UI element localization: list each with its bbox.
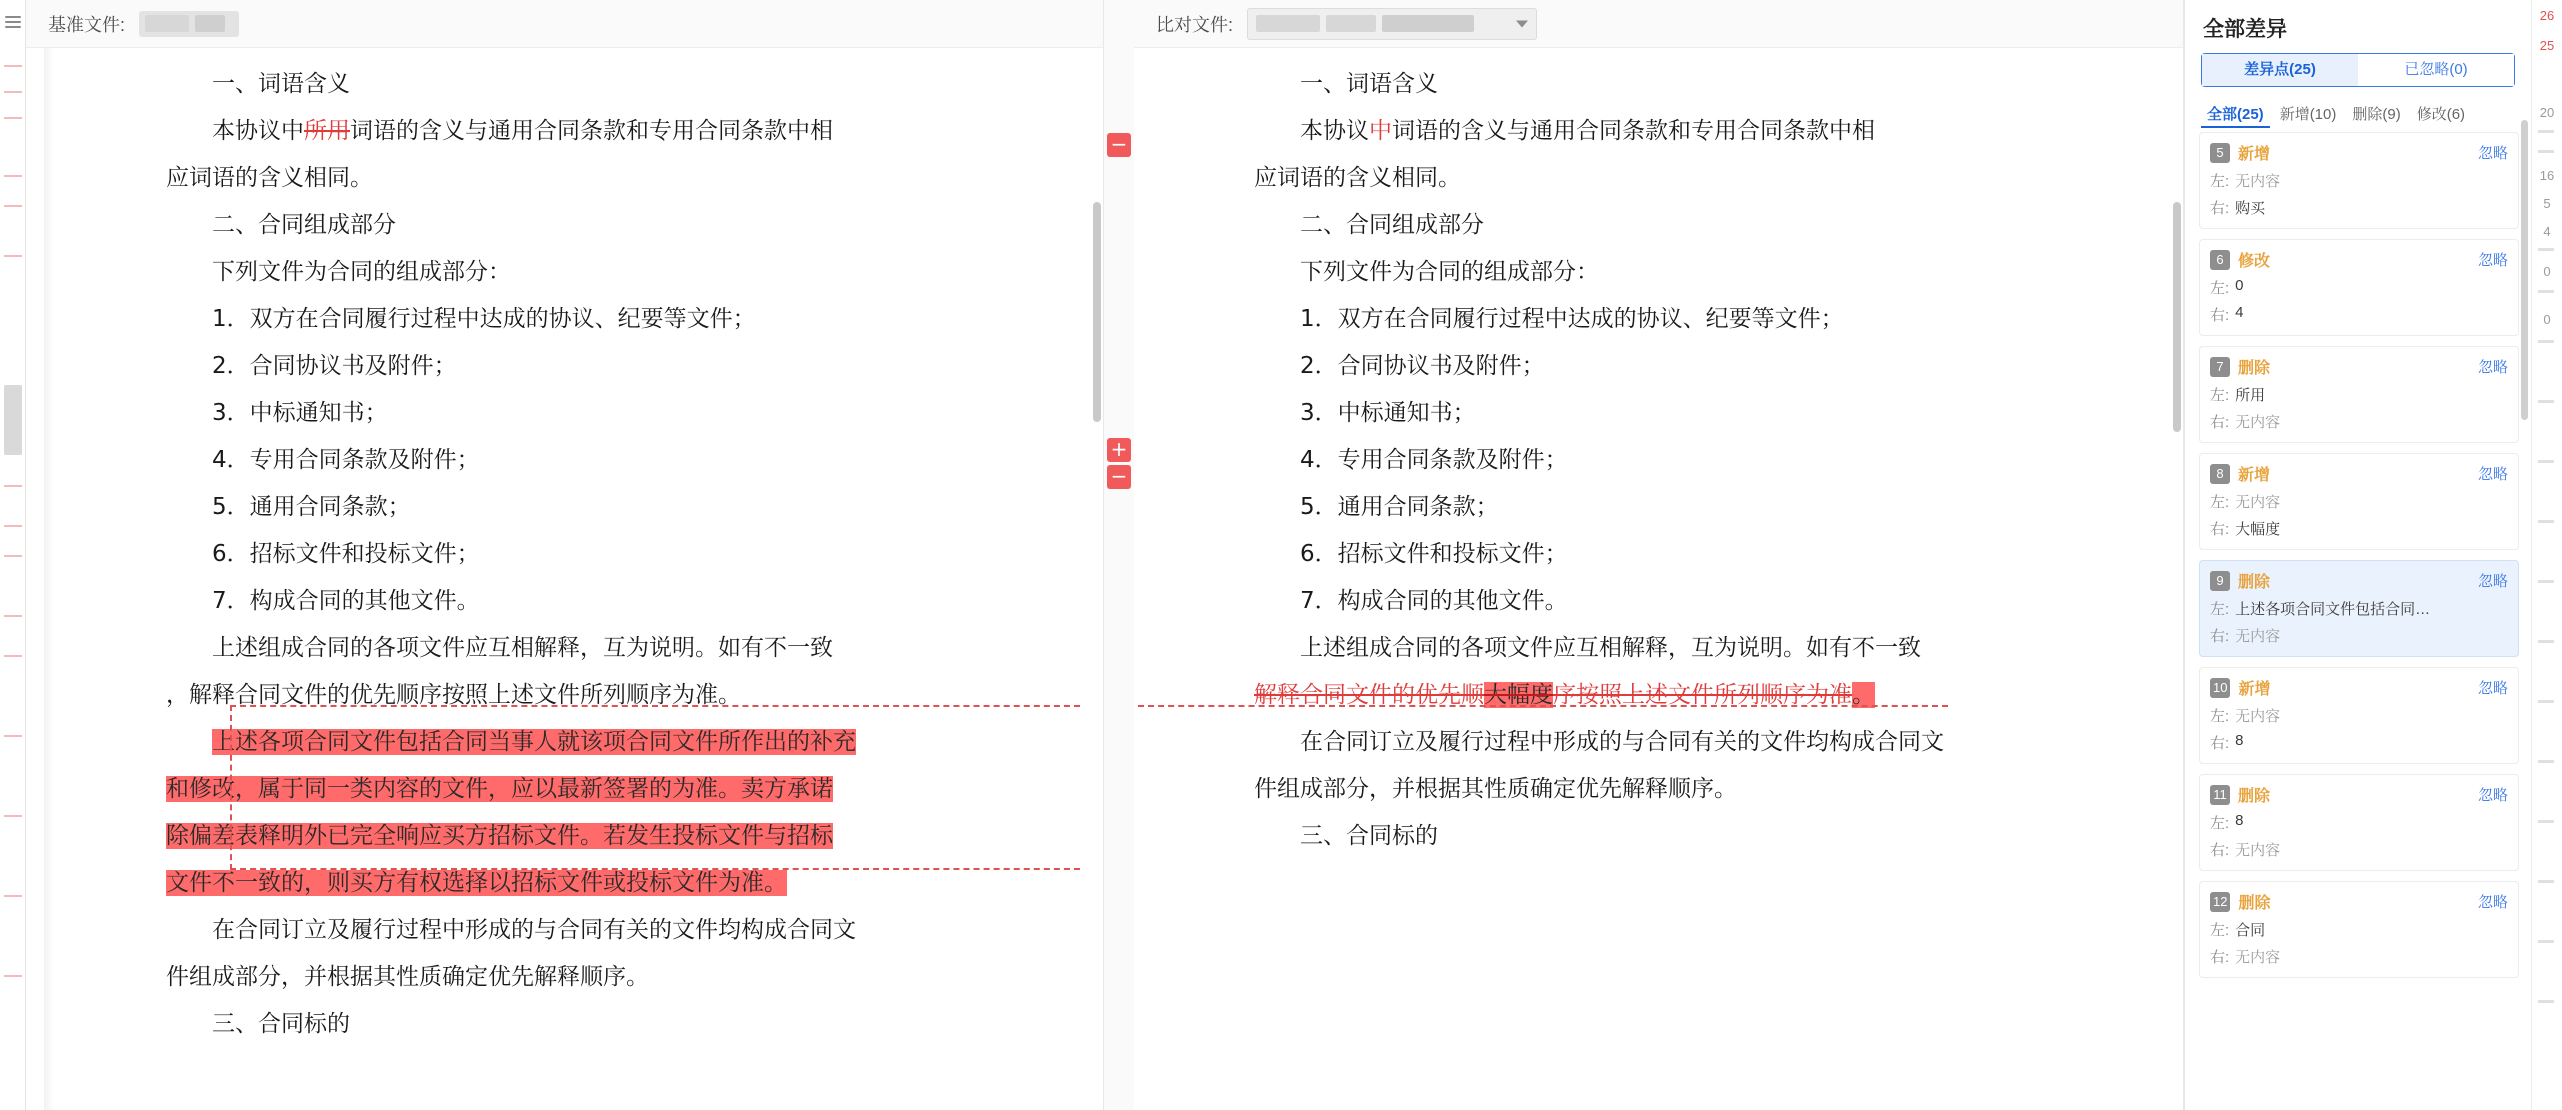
diff-card-header [2210,355,2508,378]
ignore-diff-button[interactable]: 忽略 [2477,466,2508,483]
diff-strip-tick [2538,940,2554,943]
diff-card-index: 11 [2210,785,2230,805]
sidebar-scrollbar[interactable] [2521,120,2528,1104]
ignore-diff-button[interactable]: 忽略 [2477,680,2508,697]
compare-document-pane [1134,0,2184,1110]
diff-marker-remove-1[interactable]: − [1107,133,1131,157]
diff-strip-tick [2538,290,2554,293]
base-paragraph: ，解释合同文件的优先顺序按照上述文件所列顺序为准。 [166,682,741,708]
base-pane-scrollbar[interactable] [1093,52,1101,1104]
base-run-plain: 本协议中 [212,118,304,144]
diff-strip-tick [2538,130,2554,133]
diff-card-header [2210,248,2508,271]
diff-card-right-row [2210,625,2508,646]
sidebar-title: 全部差异 [2203,18,2287,41]
diff-strip-tick [2538,460,2554,463]
compare-run-strike: 序按照上述文件所列顺序为准 [1553,682,1852,708]
base-document-body[interactable] [26,48,1103,1110]
base-paragraph [166,108,956,155]
compare-file-header [1134,0,2183,48]
diff-gutter [1104,0,1134,1110]
base-paragraph: 6．招标文件和投标文件； [212,541,480,567]
diff-card-index: 12 [2210,892,2230,912]
compare-paragraph [1254,672,2044,719]
diff-card-left-key: 左: [2210,280,2230,297]
compare-run-ins: 中 [1369,118,1392,144]
diff-count-strip [2531,0,2561,1110]
diff-card-left-row [2210,705,2508,726]
compare-paragraph: 7．构成合同的其他文件。 [1300,588,1568,614]
diff-card-left-key: 左: [2210,815,2230,832]
base-paragraph [166,719,956,766]
diff-card-right-value: 无内容 [2235,628,2281,645]
base-run-plain: 词语的含义与通用合同条款和专用合同条款中相 [350,118,833,144]
diff-card-left-key: 左: [2210,173,2230,190]
ignore-diff-button[interactable]: 忽略 [2477,145,2508,162]
ignore-diff-button[interactable]: 忽略 [2477,252,2508,269]
base-file-label: 基准文件: [48,14,126,35]
diff-card-left-row [2210,919,2508,940]
diff-card[interactable] [2199,667,2519,764]
base-deleted-block: 上述各项合同文件包括合同当事人就该项合同文件所作出的补充 [212,729,856,755]
diff-card-right-row [2210,839,2508,860]
diff-card-header [2210,141,2508,164]
filter-modified[interactable]: 修改(6) [2416,106,2466,123]
diff-card-index: 6 [2210,250,2230,270]
diff-strip-tick [2538,880,2554,883]
compare-run-plain: 本协议 [1300,118,1369,144]
chevron-down-icon [1516,20,1528,27]
diff-card-index: 9 [2210,571,2230,591]
base-paragraph: 上述组成合同的各项文件应互相解释，互为说明。如有不一致 [212,635,833,661]
diff-card-type: 新增 [2238,681,2271,698]
compare-paragraph: 4．专用合同条款及附件； [1300,447,1568,473]
diff-card-left-row [2210,491,2508,512]
diff-card-left-key: 左: [2210,387,2230,404]
diff-strip-count: 0 [2543,312,2551,327]
diff-card-left-value: 8 [2235,812,2244,829]
compare-paragraph: 一、词语含义 [1300,71,1438,97]
diff-card-header [2210,569,2508,592]
compare-paragraph: 件组成部分，并根据其性质确定优先解释顺序。 [1254,776,1737,802]
diff-card[interactable] [2199,774,2519,871]
diff-card-type: 删除 [2238,360,2271,377]
base-paragraph: 5．通用合同条款； [212,494,411,520]
diff-card-header [2210,783,2508,806]
compare-run-hl: 。 [1852,682,1875,708]
diff-card-type: 新增 [2238,467,2271,484]
diff-card-right-value: 购买 [2235,200,2266,217]
base-paragraph: 三、合同标的 [212,1011,350,1037]
base-paragraph: 4．专用合同条款及附件； [212,447,480,473]
diff-card-left-value: 合同 [2235,922,2266,939]
diff-strip-count: 4 [2543,224,2551,239]
diff-link-line-vertical [230,705,232,870]
diff-card-index: 5 [2210,143,2230,163]
diff-link-line-left [230,705,1080,707]
diff-strip-tick [2538,640,2554,643]
diff-card-type: 删除 [2238,895,2271,912]
compare-file-label: 比对文件: [1156,14,1234,35]
base-deleted-block: 除偏差表释明外已完全响应买方招标文件。若发生投标文件与招标 [166,823,833,849]
compare-run-strike: 解释合同文件的优先顺 [1254,682,1484,708]
diff-strip-count: 5 [2543,196,2551,211]
diff-card-index: 8 [2210,464,2230,484]
base-file-name-redacted[interactable] [139,11,239,37]
diff-card-type: 删除 [2238,574,2271,591]
diff-card-right-value: 无内容 [2235,949,2281,966]
base-paragraph: 件组成部分，并根据其性质确定优先解释顺序。 [166,964,649,990]
diff-card-right-value: 无内容 [2235,842,2281,859]
diff-card-left-row [2210,598,2508,619]
diff-strip-tick [2538,520,2554,523]
diff-card-left-value: 无内容 [2235,494,2281,511]
diff-card-right-row [2210,304,2508,325]
diff-strip-count: 20 [2539,105,2555,120]
diff-strip-tick [2538,760,2554,763]
compare-paragraph: 在合同订立及履行过程中形成的与合同有关的文件均构成合同文 [1300,729,1944,755]
diff-card-right-value: 大幅度 [2235,521,2281,538]
base-file-header [26,0,1103,48]
diff-card[interactable] [2199,132,2519,229]
filter-added[interactable]: 新增(10) [2279,106,2337,123]
compare-paragraph: 上述组成合同的各项文件应互相解释，互为说明。如有不一致 [1300,635,1921,661]
diff-strip-tick [2538,700,2554,703]
diff-sidebar [2184,0,2531,1110]
diff-card-right-value: 4 [2235,304,2244,321]
document-minimap[interactable] [4,55,22,1106]
diff-card-right-key: 右: [2210,414,2230,431]
diff-card-right-key: 右: [2210,521,2230,538]
compare-paragraph: 二、合同组成部分 [1300,212,1484,238]
compare-paragraph: 5．通用合同条款； [1300,494,1499,520]
diff-card-left-value: 无内容 [2235,173,2281,190]
diff-card-right-key: 右: [2210,628,2230,645]
base-document-text [166,14,956,1048]
diff-strip-count: 25 [2539,38,2555,53]
base-deleted-block: 文件不一致的，则买方有权选择以招标文件或投标文件为准。 [166,870,787,896]
diff-strip-tick [2538,340,2554,343]
diff-card-right-key: 右: [2210,307,2230,324]
diff-card-right-key: 右: [2210,200,2230,217]
compare-run-hl-strike: 大幅度 [1484,682,1553,708]
diff-card-right-row [2210,946,2508,967]
diff-card-left-value: 0 [2235,277,2244,294]
diff-strip-count: 26 [2539,8,2555,23]
diff-card-right-row [2210,518,2508,539]
diff-card-right-key: 右: [2210,735,2230,752]
diff-card-right-row [2210,732,2508,753]
compare-paragraph: 2．合同协议书及附件； [1300,353,1545,379]
base-paragraph: 7．构成合同的其他文件。 [212,588,480,614]
diff-card-left-row [2210,384,2508,405]
diff-card-type: 新增 [2238,146,2271,163]
ignore-diff-button[interactable]: 忽略 [2477,573,2508,590]
ignore-diff-button[interactable]: 忽略 [2477,359,2508,376]
diff-card[interactable] [2199,239,2519,336]
compare-paragraph: 下列文件为合同的组成部分： [1300,259,1599,285]
base-paragraph: 2．合同协议书及附件； [212,353,457,379]
diff-strip-tick [2538,1000,2554,1003]
tab-ignored[interactable]: 已忽略(0) [2358,54,2514,86]
diff-card-left-key: 左: [2210,708,2230,725]
compare-paragraph: 1．双方在合同履行过程中达成的协议、纪要等文件； [1300,306,1844,332]
diff-card-right-value: 8 [2235,732,2244,749]
ignore-diff-button[interactable]: 忽略 [2477,787,2508,804]
filter-deleted[interactable]: 删除(9) [2352,106,2401,123]
base-deleted-block: 和修改，属于同一类内容的文件，应以最新签署的为准。卖方承诺 [166,776,833,802]
diff-card-right-row [2210,411,2508,432]
diff-strip-tick [2538,580,2554,583]
diff-strip-tick [2538,150,2554,153]
diff-card-right-key: 右: [2210,949,2230,966]
diff-card-index: 10 [2210,678,2230,698]
diff-card-index: 7 [2210,357,2230,377]
diff-card-left-row [2210,170,2508,191]
base-paragraph [166,766,956,813]
base-paragraph: 一、词语含义 [212,71,350,97]
compare-document-text [1254,14,2044,860]
compare-document-body[interactable] [1134,48,2183,1110]
diff-link-line-right [1138,705,1948,707]
base-paragraph: 3．中标通知书； [212,400,388,426]
diff-card-left-value: 所用 [2235,387,2266,404]
compare-pane-scrollbar[interactable] [2173,52,2181,1104]
diff-link-line-bottom [230,868,1080,870]
left-rail [0,0,26,1110]
diff-card-header [2210,890,2508,913]
compare-paragraph: 应词语的含义相同。 [1254,165,1461,191]
diff-card[interactable] [2199,453,2519,550]
diff-strip-count: 0 [2543,264,2551,279]
diff-card-type: 修改 [2238,253,2271,270]
diff-card-left-row [2210,812,2508,833]
ignore-diff-button[interactable]: 忽略 [2477,894,2508,911]
compare-paragraph: 三、合同标的 [1300,823,1438,849]
compare-file-select[interactable] [1247,8,1537,40]
base-paragraph: 在合同订立及履行过程中形成的与合同有关的文件均构成合同文 [212,917,856,943]
compare-run-plain: 词语的含义与通用合同条款和专用合同条款中相 [1392,118,1875,144]
diff-card-left-value: 上述各项合同文件包括合同… [2235,601,2431,618]
compare-document-page [1134,14,2183,860]
diff-card-left-key: 左: [2210,494,2230,511]
base-paragraph: 二、合同组成部分 [212,212,396,238]
diff-card-header [2210,676,2508,699]
minimap-thumb[interactable] [4,385,22,455]
base-document-page [26,14,1103,1048]
diff-card-right-value: 无内容 [2235,414,2281,431]
diff-card[interactable] [2199,560,2519,657]
filter-all[interactable]: 全部(25) [2201,101,2270,128]
diff-strip-tick [2538,248,2554,251]
menu-icon[interactable] [5,16,21,29]
compare-paragraph: 6．招标文件和投标文件； [1300,541,1568,567]
diff-card-right-row [2210,197,2508,218]
compare-paragraph: 3．中标通知书； [1300,400,1476,426]
tab-differences[interactable]: 差异点(25) [2202,54,2358,86]
diff-card-header [2210,462,2508,485]
base-document-pane [26,0,1104,1110]
diff-card-left-value: 无内容 [2235,708,2281,725]
sidebar-filters [2185,95,2531,132]
diff-strip-tick [2538,820,2554,823]
base-paragraph: 下列文件为合同的组成部分： [212,259,511,285]
diff-marker-remove-2[interactable]: − [1107,465,1131,489]
diff-card-list[interactable] [2185,132,2531,1110]
diff-card[interactable] [2199,881,2519,978]
diff-card-type: 删除 [2238,788,2271,805]
compare-paragraph [1254,108,2044,155]
diff-strip-count: 16 [2539,168,2555,183]
base-paragraph: 应词语的含义相同。 [166,165,373,191]
base-run-strike: 所用 [304,118,350,144]
diff-card-left-key: 左: [2210,601,2230,618]
diff-marker-add-1[interactable]: + [1107,438,1131,462]
sidebar-segment-control [2201,53,2515,87]
diff-card-left-row [2210,277,2508,298]
diff-card-left-key: 左: [2210,922,2230,939]
base-paragraph [166,813,956,860]
diff-card-right-key: 右: [2210,842,2230,859]
diff-strip-tick [2538,400,2554,403]
base-paragraph: 1．双方在合同履行过程中达成的协议、纪要等文件； [212,306,756,332]
diff-card[interactable] [2199,346,2519,443]
